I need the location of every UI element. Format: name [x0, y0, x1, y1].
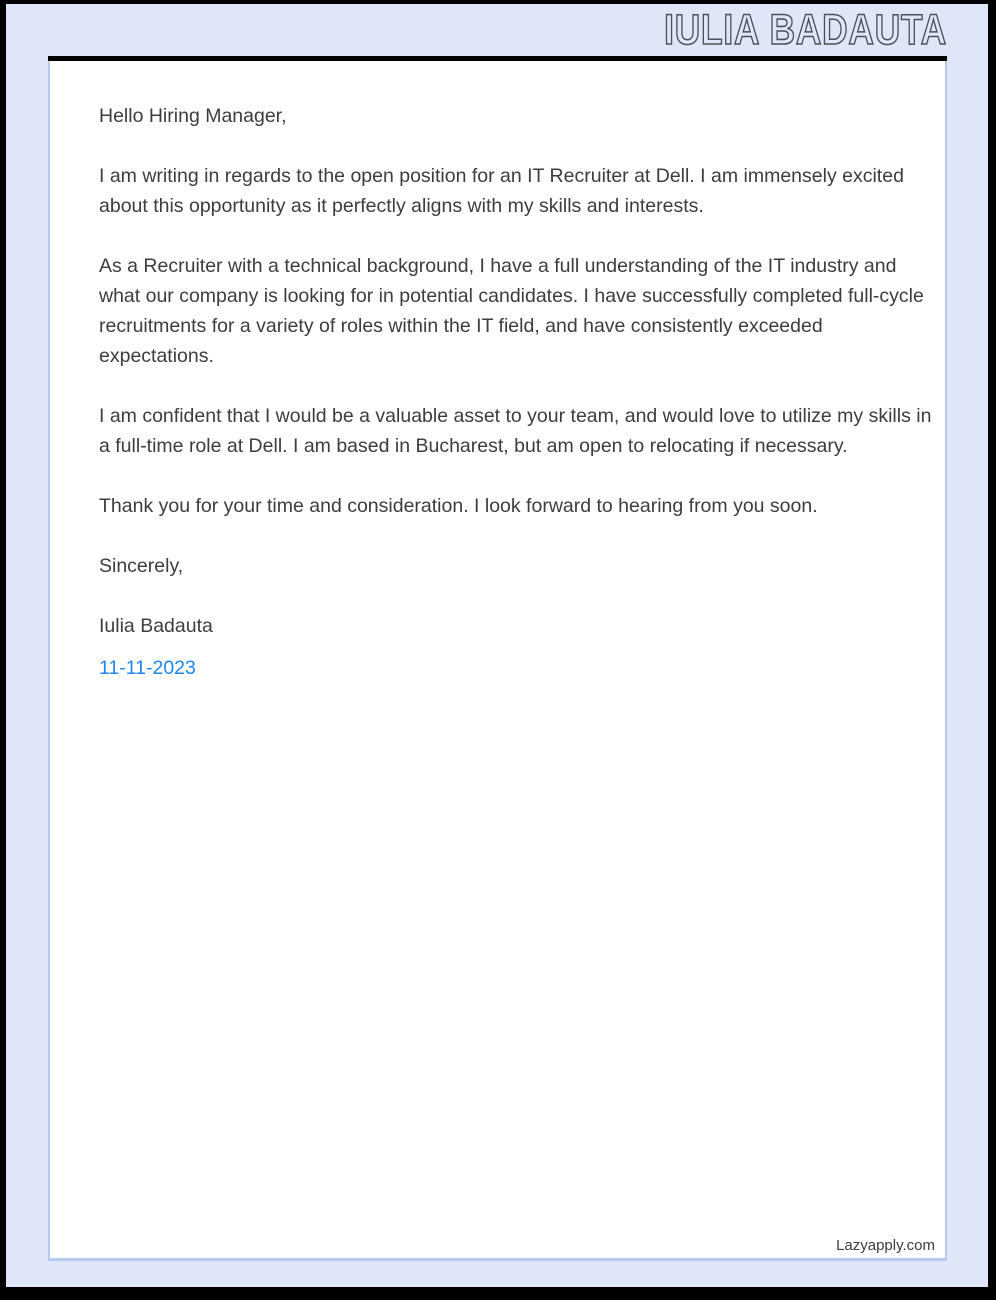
candidate-name: IULIA BADAUTA	[664, 6, 947, 54]
page-background	[6, 4, 988, 1287]
closing: Sincerely,	[99, 555, 184, 577]
letter-paragraph: I am writing in regards to the open position for an IT Recruiter at Dell. I am immensely excited about this opportunity as it perfectly aligns with my skills and interests.	[99, 165, 904, 217]
letter-date: 11-11-2023	[99, 657, 196, 679]
footer-branding: Lazyapply.com	[836, 1237, 935, 1254]
letter-paragraph: As a Recruiter with a technical background, I have a full understanding of the IT industry and what our company is looking for in potential candidates. I have successfully completed full-cycle recruitments for a variety of roles within the IT field, and have consistently exceeded expectations.	[99, 255, 924, 367]
letter-paragraph: I am confident that I would be a valuable asset to your team, and would love to utilize my skills in a full-time role at Dell. I am based in Bucharest, but am open to relocating if necessary.	[99, 405, 932, 457]
letter-paragraph: Thank you for your time and consideration. I look forward to hearing from you soon.	[99, 495, 818, 517]
sheet-wrap	[48, 61, 947, 1261]
letter-header	[6, 4, 988, 56]
signature-name: Iulia Badauta	[99, 615, 213, 637]
salutation: Hello Hiring Manager,	[99, 105, 287, 127]
letter-sheet	[48, 61, 947, 1261]
